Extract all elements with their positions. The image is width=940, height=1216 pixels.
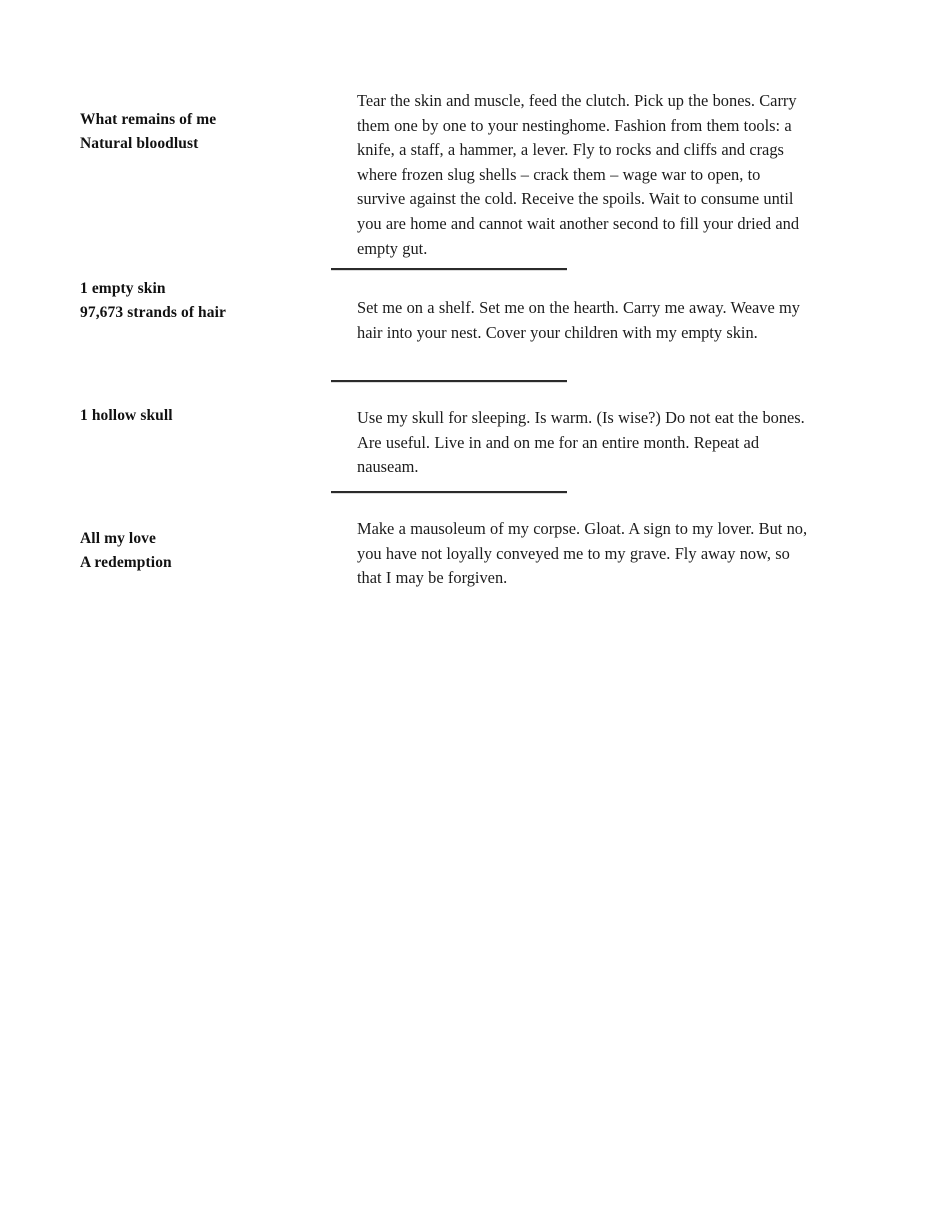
section-divider [331,268,567,271]
section-label-line: Natural bloodlust [80,135,199,152]
section-label-line: 97,673 strands of hair [80,304,227,321]
section-label-line: 1 empty skin [80,280,166,297]
section-divider [331,491,567,494]
section-divider [331,380,567,383]
section-label-group [80,108,330,156]
section-label-group [80,277,330,325]
section-label-line: All my love [80,530,157,547]
section-label-group [80,404,330,428]
section-paragraph: Use my skull for sleeping. Is warm. (Is wise?) Do not eat the bones. Are useful. Live in and on me for an entire month. Repeat ad nauseam. [357,408,805,477]
section-paragraph: Make a mausoleum of my corpse. Gloat. A sign to my lover. But no, you have not loyally conveyed me to my grave. Fly away now, so that I may be forgiven. [357,519,808,588]
section-label-line: 1 hollow skull [80,407,173,424]
section-label-group [80,527,330,575]
section-paragraph: Tear the skin and muscle, feed the clutch. Pick up the bones. Carry them one by one to your nestinghome. Fashion from them tools: a knife, a staff, a hammer, a lever. Fly to rocks and cliffs and crags where frozen slug shells – crack them – wage war to open, to survive against the cold. Receive the spoils. Wait to consume until you are home and cannot wait another second to fill your dried and empty gut. [357,91,800,258]
section-label-line: A redemption [80,554,172,571]
section-label-line: What remains of me [80,111,217,128]
section-paragraph: Set me on a shelf. Set me on the hearth. Carry me away. Weave my hair into your nest. Cover your children with my empty skin. [357,298,800,342]
